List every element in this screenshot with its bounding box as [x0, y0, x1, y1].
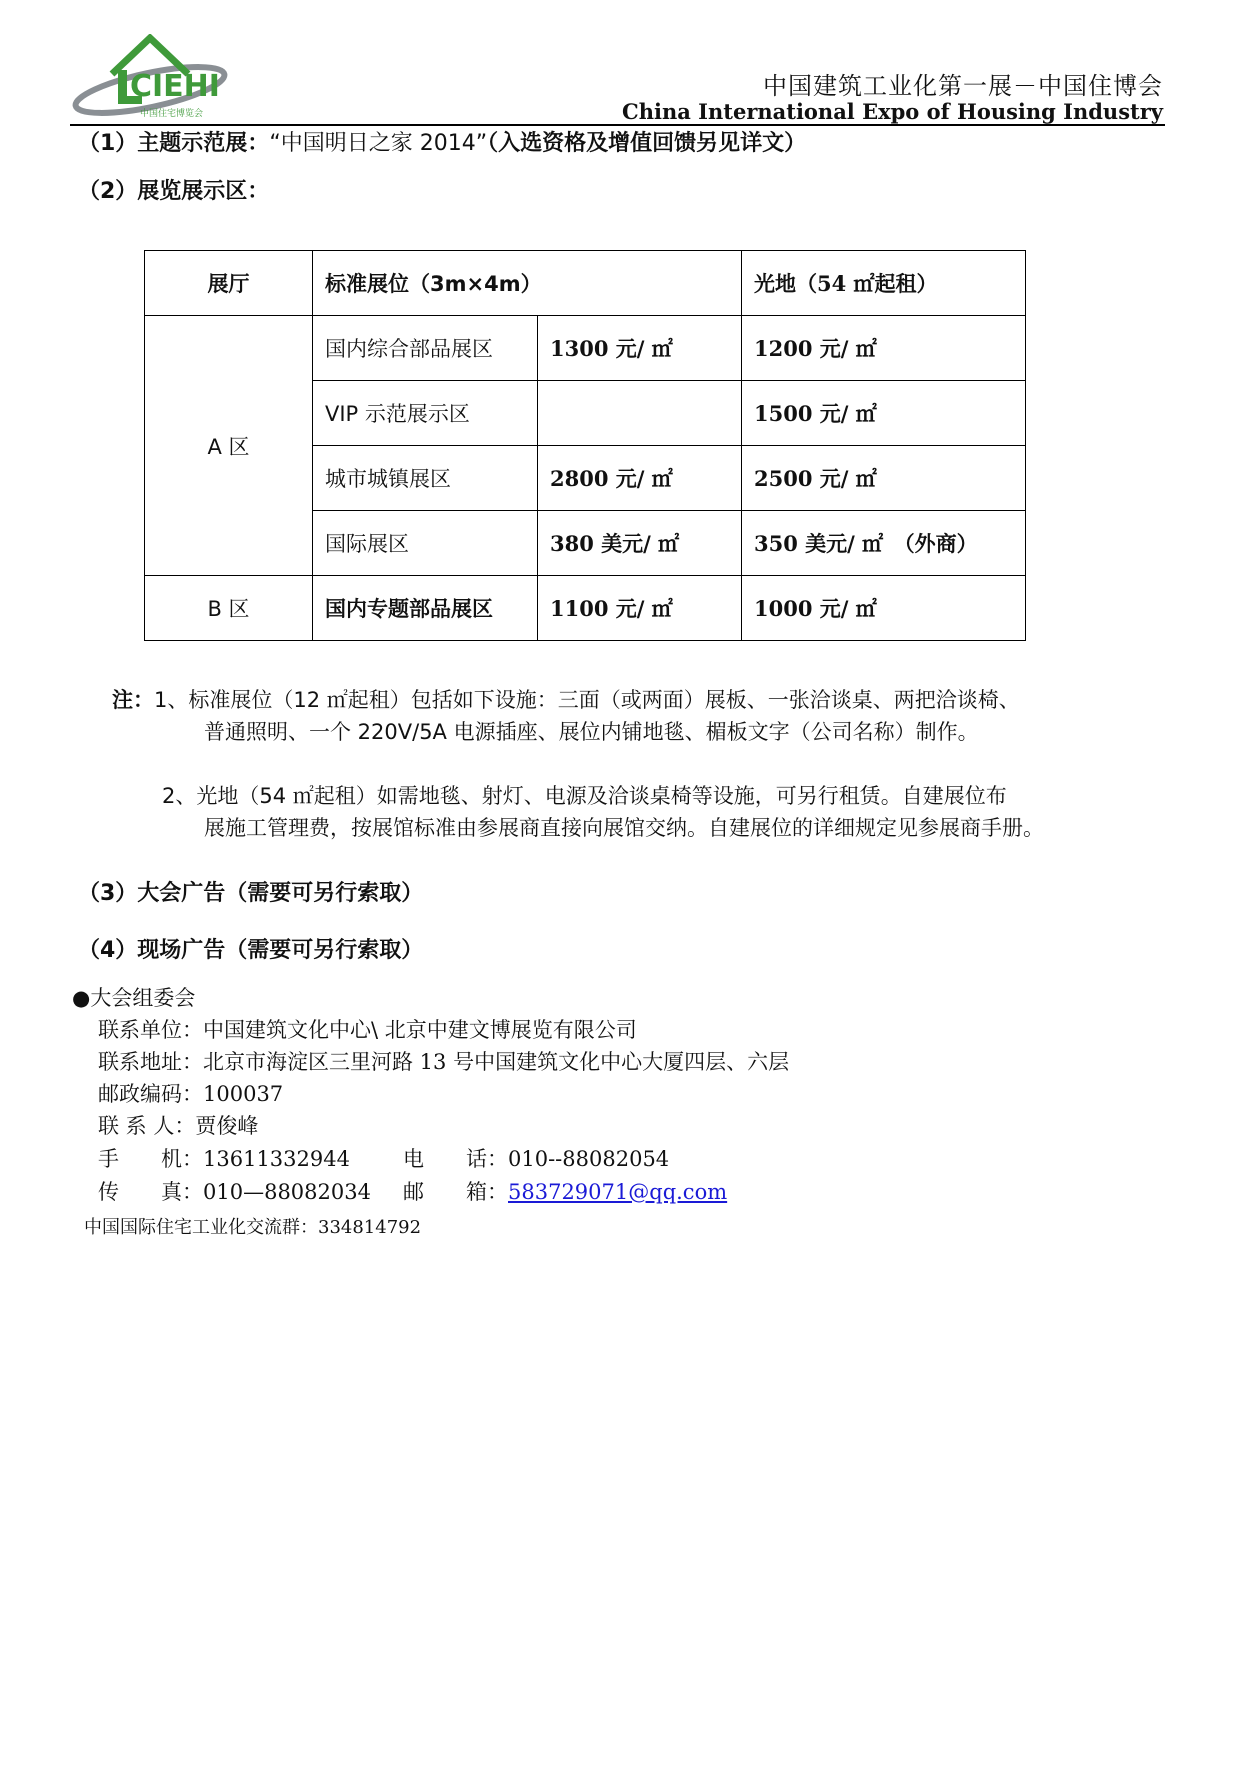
header-standard: 标准展位（3m×4m） — [313, 251, 742, 316]
note-1-line-2: 普通照明、一个 220V/5A 电源插座、展位内铺地毯、楣板文字（公司名称）制作。 — [204, 720, 979, 744]
unit-value: 中国建筑文化中心\ 北京中建文博展览有限公司 — [203, 1018, 637, 1042]
area-cell: 城市城镇展区 — [313, 446, 538, 511]
header-hall: 展厅 — [145, 251, 313, 316]
section-1-quote: “中国明日之家 2014” — [269, 131, 488, 156]
address-label: 联系地址： — [98, 1050, 203, 1074]
section-3-heading: （3）大会广告（需要可另行索取） — [78, 881, 424, 906]
raw-price-cell: 2500 元/ ㎡ — [742, 446, 1026, 511]
header-title-cn: 中国建筑工业化第一展－中国住博会 — [763, 72, 1163, 100]
raw-price-cell: 1500 元/ ㎡ — [742, 381, 1026, 446]
contact-person — [98, 1110, 258, 1140]
contact-address — [98, 1046, 789, 1076]
note-2-line-1: 2、光地（54 ㎡起租）如需地毯、射灯、电源及洽谈桌椅等设施，可另行租赁。自建展位布 — [162, 784, 1007, 808]
table-row — [145, 576, 1026, 641]
standard-price-cell: 1300 元/ ㎡ — [538, 316, 742, 381]
standard-price-cell: 1100 元/ ㎡ — [538, 576, 742, 641]
group-value: 334814792 — [318, 1217, 422, 1238]
header-title-en: China International Expo of Housing Industry — [622, 99, 1163, 124]
note-1 — [112, 684, 1020, 716]
postcode-value: 100037 — [203, 1082, 284, 1106]
area-cell: 国际展区 — [313, 511, 538, 576]
area-cell: 国内综合部品展区 — [313, 316, 538, 381]
mobile-value: 13611332944 — [203, 1147, 350, 1171]
price-table — [144, 250, 1026, 641]
table-row — [145, 316, 1026, 381]
logo-subtext: 中国住宅博览会 — [140, 109, 204, 119]
note-label: 注： — [112, 688, 154, 712]
raw-price-cell: 350 美元/ ㎡ （外商） — [742, 511, 1026, 576]
ciehi-logo — [72, 34, 232, 120]
phone-value: 010--88082054 — [508, 1147, 670, 1171]
contact-postcode — [98, 1078, 283, 1108]
contact-group — [84, 1213, 421, 1239]
section-4-heading: （4）现场广告（需要可另行索取） — [78, 938, 424, 963]
note-1-line-1: 1、标准展位（12 ㎡起租）包括如下设施：三面（或两面）展板、一张洽谈桌、两把洽谈椅、 — [154, 688, 1020, 712]
section-1-tail: （入选资格及增值回馈另见详文） — [487, 131, 807, 156]
email-label: 邮 箱： — [403, 1180, 508, 1204]
organizer-heading: ●大会组委会 — [72, 986, 196, 1010]
contact-fax-email — [98, 1176, 727, 1206]
section-2-heading: （2）展览展示区： — [78, 179, 270, 204]
standard-price-cell: 2800 元/ ㎡ — [538, 446, 742, 511]
standard-price-cell: 380 美元/ ㎡ — [538, 511, 742, 576]
raw-price-cell: 1200 元/ ㎡ — [742, 316, 1026, 381]
zone-a-cell: A 区 — [145, 316, 313, 576]
area-cell: 国内专题部品展区 — [313, 576, 538, 641]
postcode-label: 邮政编码： — [98, 1082, 203, 1106]
email-link[interactable]: 583729071@qq.com — [508, 1180, 728, 1204]
group-label: 中国国际住宅工业化交流群： — [84, 1217, 318, 1238]
mobile-label: 手 机： — [98, 1147, 203, 1171]
unit-label: 联系单位： — [98, 1018, 203, 1042]
zone-b-cell: B 区 — [145, 576, 313, 641]
section-1-label: （1）主题示范展： — [78, 131, 270, 156]
logo-text: CIEHI — [130, 69, 220, 104]
header-raw: 光地（54 ㎡起租） — [742, 251, 1026, 316]
standard-price-cell — [538, 381, 742, 446]
fax-label: 传 真： — [98, 1180, 203, 1204]
section-1-heading — [78, 126, 806, 157]
area-cell: VIP 示范展示区 — [313, 381, 538, 446]
raw-price-cell: 1000 元/ ㎡ — [742, 576, 1026, 641]
note-2-line-2: 展施工管理费，按展馆标准由参展商直接向展馆交纳。自建展位的详细规定见参展商手册。 — [204, 816, 1044, 840]
phone-label: 电 话： — [403, 1147, 508, 1171]
address-value: 北京市海淀区三里河路 13 号中国建筑文化中心大厦四层、六层 — [203, 1050, 790, 1074]
person-label: 联 系 人： — [98, 1114, 196, 1138]
fax-value: 010—88082034 — [203, 1180, 371, 1204]
contact-mobile-phone — [98, 1143, 669, 1173]
table-header-row — [145, 251, 1026, 316]
person-value: 贾俊峰 — [195, 1114, 259, 1138]
contact-unit — [98, 1014, 637, 1044]
